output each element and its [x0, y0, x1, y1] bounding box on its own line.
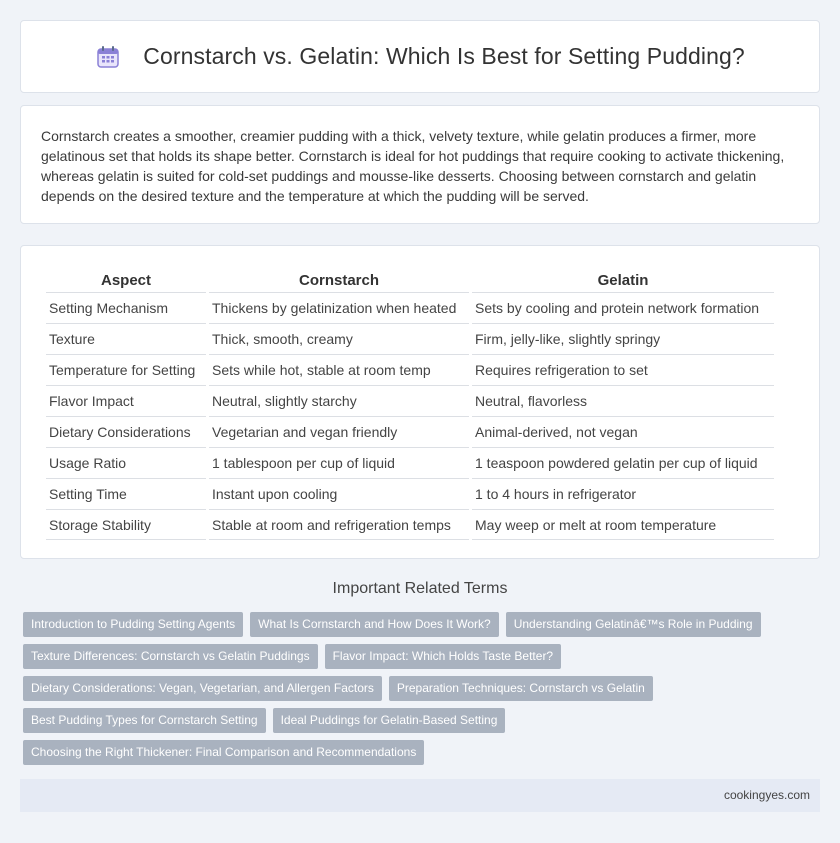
- cell-aspect: Usage Ratio: [46, 447, 206, 478]
- title-card: [20, 20, 820, 93]
- related-term-tag[interactable]: Preparation Techniques: Cornstarch vs Gelatin: [389, 676, 653, 701]
- header-aspect: Aspect: [100, 272, 152, 289]
- cell-aspect: Flavor Impact: [46, 385, 206, 416]
- table-header-row: [46, 266, 774, 292]
- intro-text: Cornstarch creates a smoother, creamier pudding with a thick, velvety texture, while gelatin produces a firmer, more gelatinous set that holds its shape better. Cornstarch is ideal for hot puddings that require cooking to activate thickening, whereas gelatin is suited for cold-set puddings and mousse-like desserts. Choosing between cornstarch and gelatin depends on the desired texture and the temperature at which the pudding will be served.: [41, 128, 785, 204]
- related-term-tag[interactable]: Introduction to Pudding Setting Agents: [23, 612, 243, 637]
- cell-aspect: Temperature for Setting: [46, 354, 206, 385]
- cell-cornstarch: Instant upon cooling: [209, 478, 469, 509]
- calendar-icon: [95, 44, 121, 70]
- cell-gelatin: 1 to 4 hours in refrigerator: [472, 478, 774, 509]
- cell-cornstarch: Thickens by gelatinization when heated: [209, 292, 469, 323]
- cell-aspect: Setting Mechanism: [46, 292, 206, 323]
- cell-cornstarch: Thick, smooth, creamy: [209, 323, 469, 354]
- cell-gelatin: May weep or melt at room temperature: [472, 509, 774, 540]
- cell-cornstarch: Neutral, slightly starchy: [209, 385, 469, 416]
- intro-card: [20, 105, 820, 224]
- table-row: [46, 385, 774, 416]
- cell-aspect: Setting Time: [46, 478, 206, 509]
- table-row: [46, 292, 774, 323]
- comparison-table: [43, 266, 777, 540]
- related-term-tag[interactable]: Understanding Gelatinâ€™s Role in Pudding: [506, 612, 761, 637]
- header-gelatin: Gelatin: [597, 272, 649, 289]
- header-cornstarch: Cornstarch: [298, 272, 380, 289]
- tag-row: [23, 612, 823, 637]
- cell-gelatin: Firm, jelly-like, slightly springy: [472, 323, 774, 354]
- table-row: [46, 354, 774, 385]
- cell-cornstarch: Sets while hot, stable at room temp: [209, 354, 469, 385]
- cell-gelatin: Neutral, flavorless: [472, 385, 774, 416]
- related-term-tag[interactable]: Ideal Puddings for Gelatin-Based Setting: [273, 708, 506, 733]
- cell-gelatin: Requires refrigeration to set: [472, 354, 774, 385]
- table-row: [46, 509, 774, 540]
- comparison-card: [20, 245, 820, 559]
- table-body: [46, 292, 774, 540]
- cell-aspect: Dietary Considerations: [46, 416, 206, 447]
- cell-gelatin: 1 teaspoon powdered gelatin per cup of liquid: [472, 447, 774, 478]
- tag-row: [23, 676, 823, 701]
- footer: [20, 779, 820, 812]
- cell-cornstarch: Vegetarian and vegan friendly: [209, 416, 469, 447]
- tag-row: [23, 740, 823, 765]
- tag-row: [23, 644, 823, 669]
- related-term-tag[interactable]: Texture Differences: Cornstarch vs Gelatin Puddings: [23, 644, 318, 669]
- related-term-tag[interactable]: Best Pudding Types for Cornstarch Setting: [23, 708, 266, 733]
- related-terms-tags: [23, 612, 823, 772]
- cell-gelatin: Sets by cooling and protein network formation: [472, 292, 774, 323]
- related-term-tag[interactable]: Dietary Considerations: Vegan, Vegetarian, and Allergen Factors: [23, 676, 382, 701]
- table-row: [46, 323, 774, 354]
- page-title: Cornstarch vs. Gelatin: Which Is Best for Setting Pudding?: [143, 43, 745, 69]
- related-term-tag[interactable]: What Is Cornstarch and How Does It Work?: [250, 612, 499, 637]
- cell-aspect: Texture: [46, 323, 206, 354]
- related-term-tag[interactable]: Choosing the Right Thickener: Final Comparison and Recommendations: [23, 740, 424, 765]
- cell-cornstarch: 1 tablespoon per cup of liquid: [209, 447, 469, 478]
- footer-site[interactable]: cookingyes.com: [723, 788, 810, 802]
- table-row: [46, 447, 774, 478]
- related-term-tag[interactable]: Flavor Impact: Which Holds Taste Better?: [325, 644, 562, 669]
- table-row: [46, 416, 774, 447]
- cell-gelatin: Animal-derived, not vegan: [472, 416, 774, 447]
- tag-row: [23, 708, 823, 733]
- table-row: [46, 478, 774, 509]
- cell-cornstarch: Stable at room and refrigeration temps: [209, 509, 469, 540]
- related-terms-title: Important Related Terms: [332, 580, 508, 597]
- cell-aspect: Storage Stability: [46, 509, 206, 540]
